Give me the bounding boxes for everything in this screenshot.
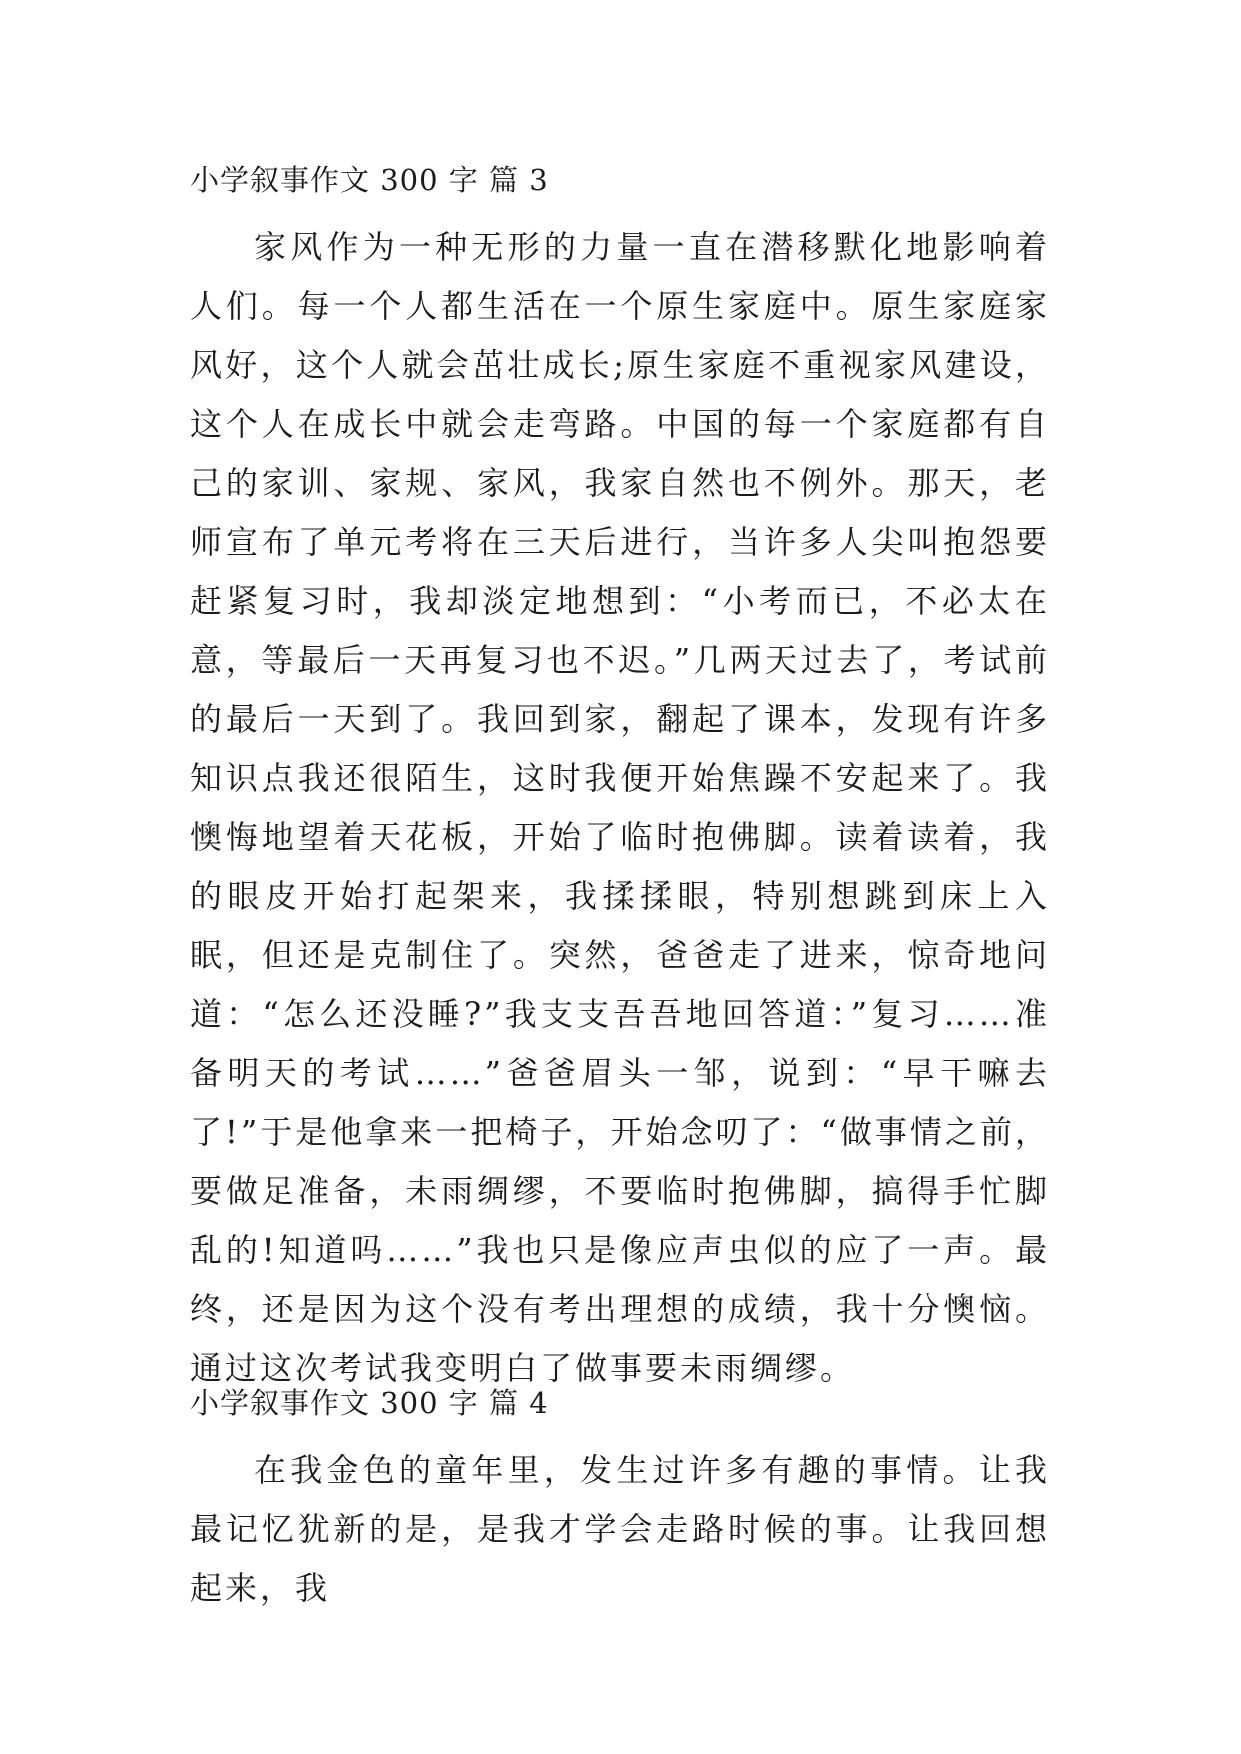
essay-section-3 — [190, 160, 1050, 1398]
section-heading: 小学叙事作文 300 字 篇 4 — [190, 1386, 549, 1420]
essay-section-4 — [190, 1383, 1050, 1618]
section-paragraph: 家风作为一种无形的力量一直在潜移默化地影响着人们。每一个人都生活在一个原生家庭中。原生家庭家风好，这个人就会茁壮成长;原生家庭不重视家风建设，这个人在成长中就会走弯路。中国的每一个家庭都有自己的家训、家规、家风，我家自然也不例外。那天，老师宣布了单元考将在三天后进行，当许多人尖叫抱怨要赶紧复习时，我却淡定地想到：“小考而已，不必太在意，等最后一天再复习也不迟。”几两天过去了，考试前的最后一天到了。我回到家，翻起了课本，发现有许多知识点我还很陌生，这时我便开始焦躁不安起来了。我懊悔地望着天花板，开始了临时抱佛脚。读着读着，我的眼皮开始打起架来，我揉揉眼，特别想跳到床上入眠，但还是克制住了。突然，爸爸走了进来，惊奇地问道：“怎么还没睡?”我支支吾吾地回答道：”复习……准备明天的考试……”爸爸眉头一邹，说到：“早干嘛去了!”于是他拿来一把椅子，开始念叨了：“做事情之前，要做足准备，未雨绸缪，不要临时抱佛脚，搞得手忙脚乱的!知道吗……”我也只是像应声虫似的应了一声。最终，还是因为这个没有考出理想的成绩，我十分懊恼。通过这次考试我变明白了做事要未雨绸缪。 — [190, 228, 1050, 1387]
section-heading: 小学叙事作文 300 字 篇 3 — [190, 163, 549, 197]
section-paragraph: 在我金色的童年里，发生过许多有趣的事情。让我最记忆犹新的是，是我才学会走路时候的事。让我回想起来，我 — [190, 1451, 1050, 1607]
